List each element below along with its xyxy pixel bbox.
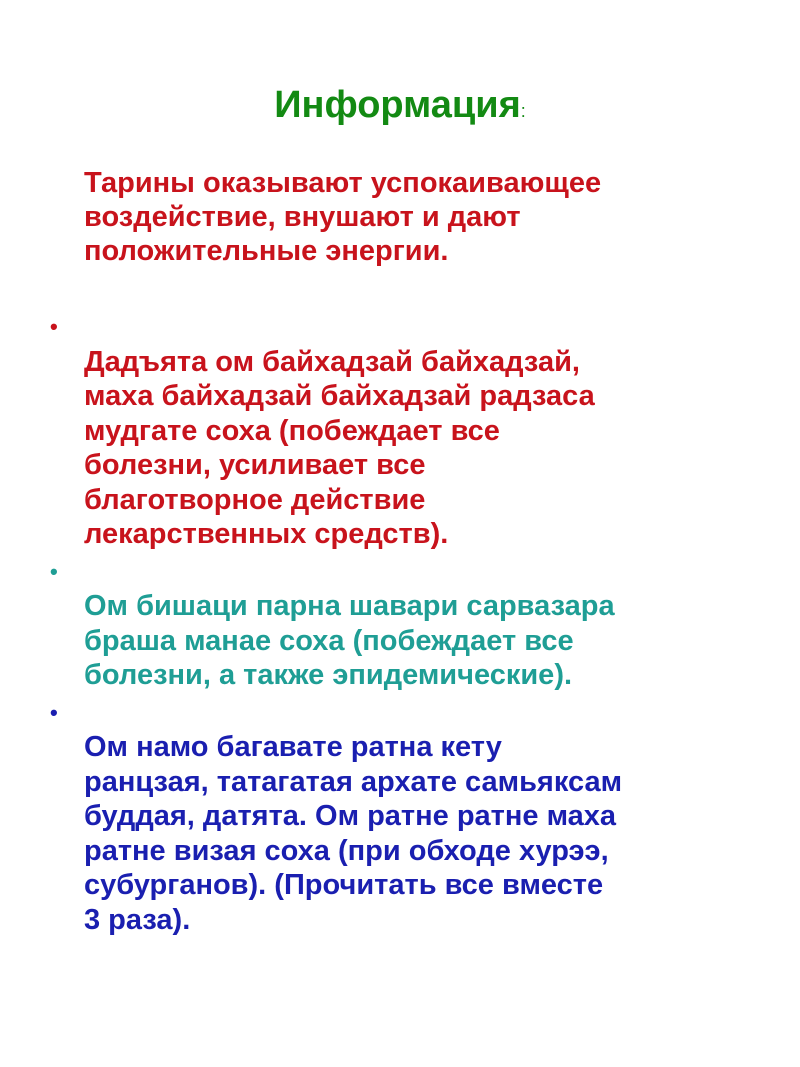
bullet-text: Дадъята ом байхадзай байхадзай, маха байхадзай байхадзай радзаса мудгате соха (побеждает все болезни, усиливает все благотворное действие лекарственных средств).	[84, 345, 595, 550]
bullet-item	[50, 696, 770, 938]
slide-title-text: Информация	[274, 84, 521, 126]
bullet-text: Ом намо багавате ратна кету ранцзая, татагатая архате самьяксам буддая, датята. Ом ратне ратне маха ратне визая соха (при обходе хурээ, субурганов). (Прочитать все вместе 3 раза).	[84, 731, 623, 936]
intro-paragraph: Тарины оказывают успокаивающее воздействие, внушают и дают положительные энергии.	[84, 167, 602, 267]
bullet-icon: •	[50, 314, 58, 339]
slide-title-colon: :	[520, 101, 526, 121]
bullet-icon: •	[50, 699, 58, 725]
bullet-item	[50, 310, 770, 552]
bullet-icon: •	[50, 558, 58, 584]
slide-title	[0, 82, 800, 134]
bullet-text: Ом бишаци парна шавари сарвазара браша манае соха (побеждает все болезни, а также эпидемические).	[84, 590, 615, 691]
bullet-list	[50, 310, 770, 940]
bullet-item	[50, 555, 770, 693]
